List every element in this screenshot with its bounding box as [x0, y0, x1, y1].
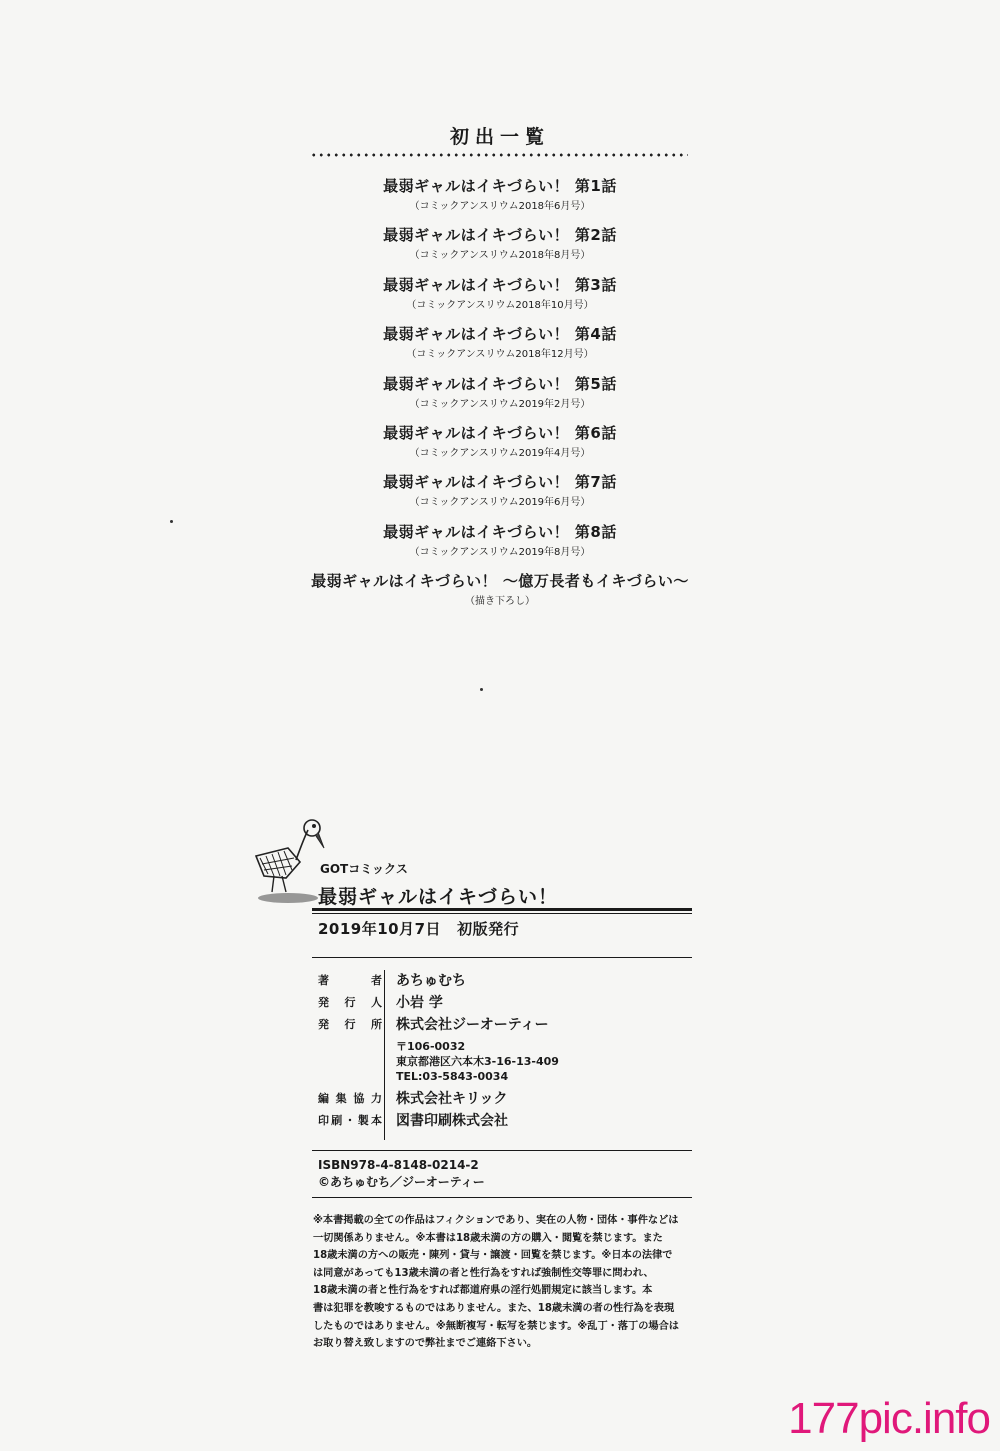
toc-entry-title: 最弱ギャルはイキづらい！ 第6話	[383, 423, 617, 442]
rule	[312, 913, 692, 914]
toc-heading: 初出一覧	[449, 126, 550, 148]
credit-row	[318, 992, 698, 1014]
legal-notice	[313, 1212, 693, 1353]
toc-entry-title: 最弱ギャルはイキづらい！ 第8話	[383, 522, 617, 541]
toc-entry-title: 最弱ギャルはイキづらい！ 第1話	[383, 177, 617, 195]
toc-entry-title: 最弱ギャルはイキづらい！ 第5話	[383, 374, 617, 393]
toc-entry-source: （コミックアンスリウム2018年6月号）	[409, 201, 591, 212]
toc-entry-source: （コミックアンスリウム2019年2月号）	[409, 398, 591, 410]
toc-entry-source: （描き下ろし）	[465, 596, 535, 608]
notice-line: 書は犯罪を教唆するものではありません。また、18歳未満の者の性行為を表現	[313, 1302, 675, 1314]
toc-entry-source: （コミックアンスリウム2018年12月号）	[406, 349, 594, 361]
notice-line: は同意があっても13歳未満の者と性行為をすれば強制性交等罪に問われ、	[313, 1267, 654, 1279]
edition-label: 初版発行	[457, 920, 520, 938]
notice-line: したものではありません。※無断複写・転写を禁じます。※乱丁・落丁の場合は	[313, 1320, 679, 1332]
credit-value: 株式会社ジーオーティー	[396, 1017, 549, 1033]
toc-entry	[250, 521, 750, 570]
rule	[312, 957, 692, 958]
toc-entry	[250, 224, 750, 273]
rule	[312, 1197, 692, 1198]
toc-entry-source: （コミックアンスリウム2018年8月号）	[409, 250, 591, 262]
credit-key: 発行所	[318, 1018, 382, 1031]
publication-date: 2019年10月7日	[318, 920, 442, 938]
toc-entry-title: 最弱ギャルはイキづらい！ 第3話	[383, 275, 617, 294]
credit-key: 発行人	[318, 996, 382, 1009]
credit-row	[318, 1088, 698, 1110]
toc-entry-title: 最弱ギャルはイキづらい！ 第2話	[383, 226, 617, 245]
toc-entry	[250, 323, 750, 372]
book-title: 最弱ギャルはイキづらい！	[318, 886, 559, 908]
credits-block	[318, 970, 698, 1132]
phone-number: TEL:03-5843-0034	[396, 1070, 509, 1083]
site-watermark: 177pic.info	[788, 1394, 990, 1443]
edition-line	[318, 918, 535, 939]
notice-line: ※本書掲載の全ての作品はフィクションであり、実在の人物・団体・事件などは	[313, 1215, 679, 1226]
credit-value: 小岩 学	[396, 995, 443, 1011]
credit-value: あちゅむち	[396, 973, 466, 989]
bird-illustration	[248, 818, 326, 910]
toc-entry	[250, 570, 750, 619]
credit-value: 図書印刷株式会社	[396, 1113, 508, 1129]
publisher-address	[386, 1036, 559, 1084]
toc-entry	[250, 422, 750, 471]
street-address: 東京都港区六本木3-16-13-409	[396, 1055, 559, 1068]
imprint-label: GOTコミックス	[320, 862, 408, 876]
toc-entry-source: （コミックアンスリウム2019年8月号）	[409, 546, 591, 558]
credit-row	[318, 1110, 698, 1132]
credit-key: 編集協力	[318, 1092, 382, 1105]
isbn: ISBN978-4-8148-0214-2	[318, 1158, 479, 1172]
isbn-block	[318, 1157, 485, 1191]
toc-entry	[250, 175, 750, 224]
credit-row	[318, 1014, 698, 1036]
toc-entry-source: （コミックアンスリウム2019年4月号）	[409, 447, 591, 459]
postal-code: 〒106-0032	[396, 1040, 466, 1053]
notice-line: 一切関係ありません。※本書は18歳未満の方の購入・閲覧を禁じます。また	[313, 1232, 663, 1244]
toc-entry-title: 最弱ギャルはイキづらい！ 第7話	[383, 473, 617, 492]
notice-line: 18歳未満の方への販売・陳列・貸与・譲渡・回覧を禁じます。※日本の法律で	[313, 1250, 673, 1262]
ink-speck	[480, 688, 483, 691]
toc-entry	[250, 274, 750, 323]
rule	[312, 908, 692, 911]
credit-key: 著者	[318, 974, 382, 987]
credit-value: 株式会社キリック	[396, 1091, 508, 1107]
dotted-divider	[310, 152, 688, 158]
toc-entry	[250, 373, 750, 422]
toc-entry	[250, 471, 750, 520]
notice-line: 18歳未満の者と性行為をすれば都道府県の淫行処罰規定に該当します。本	[313, 1285, 653, 1297]
copyright: ©あちゅむち／ジーオーティー	[318, 1175, 485, 1189]
rule	[312, 1150, 692, 1151]
credit-key: 印刷・製本	[318, 1114, 382, 1127]
ink-speck	[170, 520, 173, 523]
toc-entry-title: 最弱ギャルはイキづらい！ ～億万長者もイキづらい～	[311, 572, 689, 591]
toc-entry-title: 最弱ギャルはイキづらい！ 第4話	[383, 325, 617, 344]
credit-row	[318, 970, 698, 992]
toc-entry-source: （コミックアンスリウム2018年10月号）	[406, 299, 594, 311]
notice-line: お取り替え致しますので弊社までご連絡下さい。	[313, 1338, 538, 1350]
toc-list	[250, 175, 750, 620]
toc-entry-source: （コミックアンスリウム2019年6月号）	[409, 497, 591, 509]
address-row	[318, 1036, 698, 1084]
